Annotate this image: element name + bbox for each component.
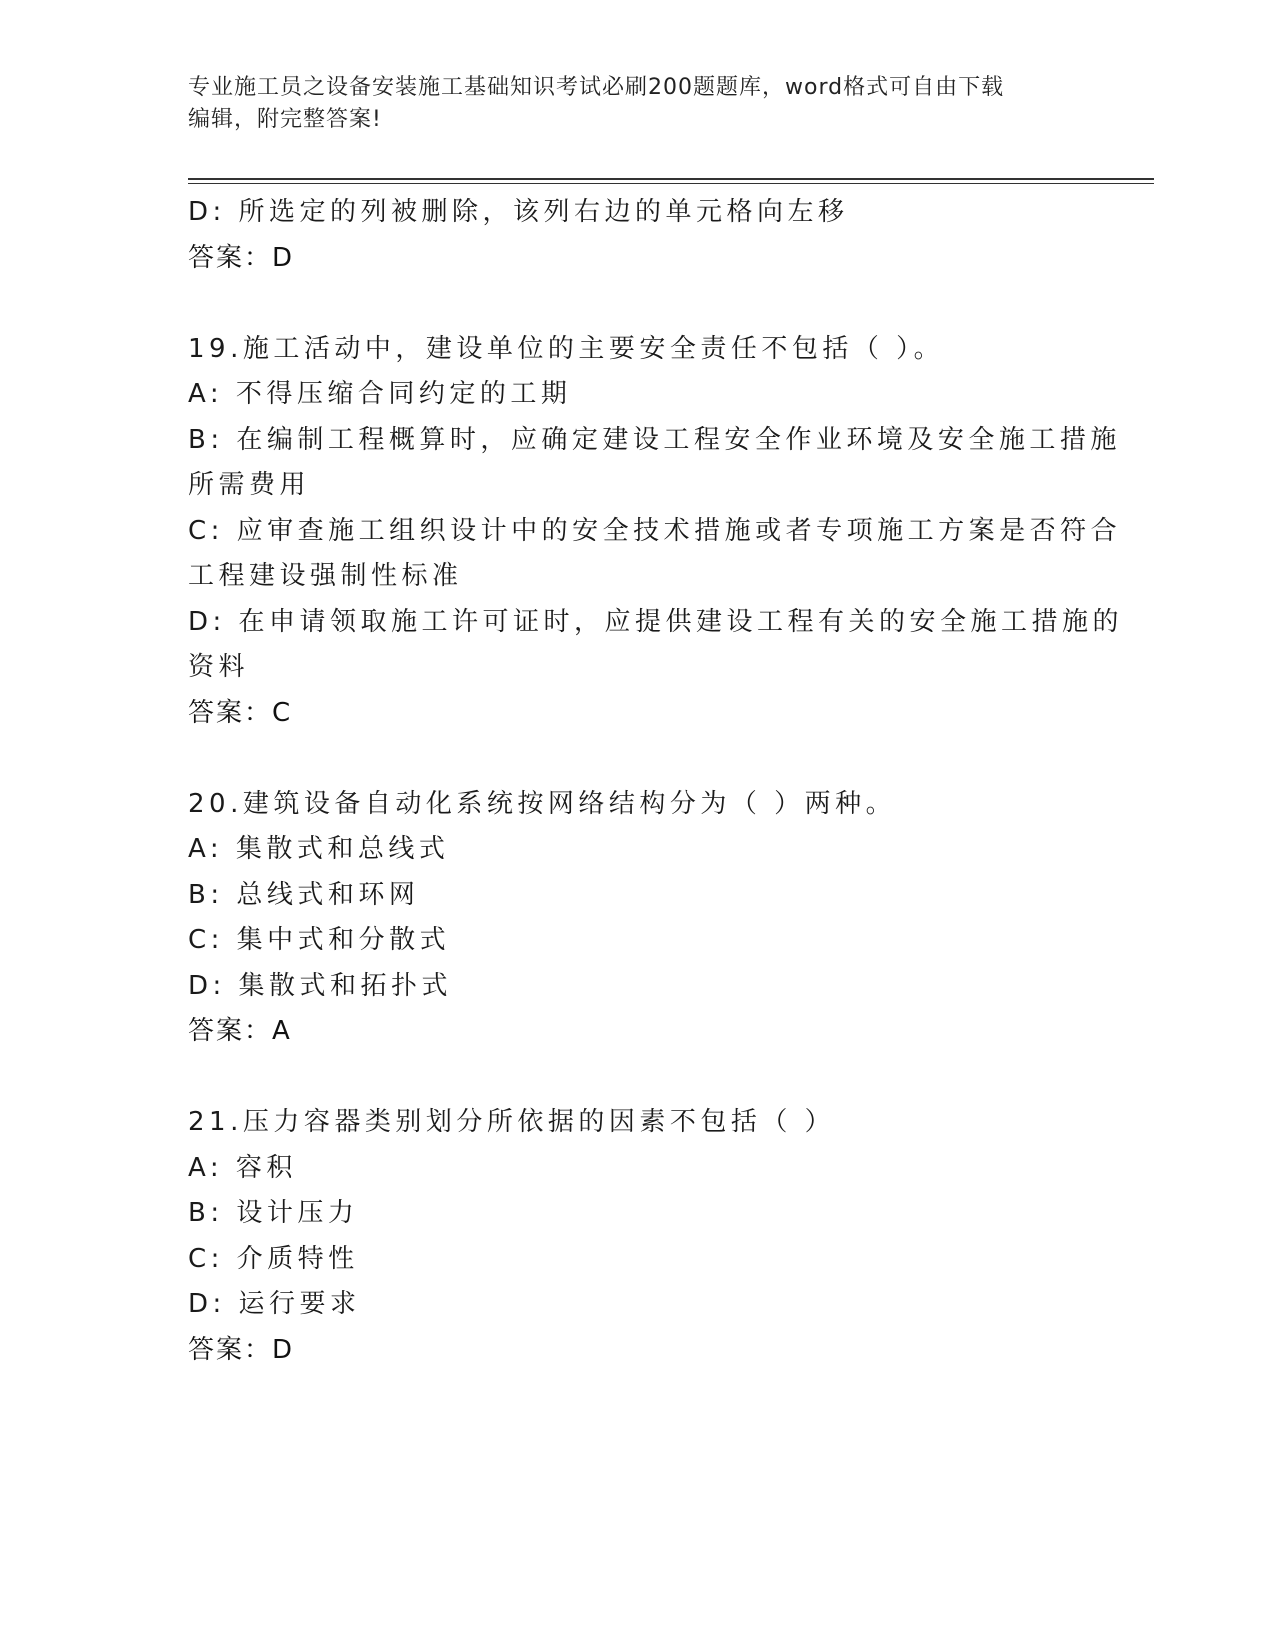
option-a: A: 不得压缩合同约定的工期 <box>188 379 572 409</box>
header-line-2: 编辑，附完整答案! <box>188 107 382 132</box>
question-stem: 21.压力容器类别划分所依据的因素不包括（ ） <box>188 1107 836 1137</box>
option-a: A: 集散式和总线式 <box>188 834 450 864</box>
option-d: D: 所选定的列被删除，该列右边的单元格向左移 <box>188 197 849 227</box>
answer-label: 答案：D <box>188 242 295 273</box>
option-c: C: 应审查施工组织设计中的安全技术措施或者专项施工方案是否符合 <box>188 515 1122 546</box>
header-line-1: 专业施工员之设备安装施工基础知识考试必刷200题题库，word格式可自由下载 <box>188 75 1005 100</box>
spacer <box>188 736 1088 782</box>
question-20 <box>188 782 1088 1055</box>
option-c-continued: 工程建设强制性标准 <box>188 561 463 591</box>
option-d-continued: 资料 <box>188 652 250 682</box>
header-divider-thin <box>188 183 1154 184</box>
answer-label: 答案：D <box>188 1334 295 1365</box>
option-b: B: 总线式和环网 <box>188 879 420 910</box>
question-content <box>188 190 1124 1373</box>
option-b: B: 设计压力 <box>188 1198 359 1228</box>
question-stem: 19.施工活动中，建设单位的主要安全责任不包括（ ）。 <box>188 333 945 364</box>
option-d: D: 在申请领取施工许可证时，应提供建设工程有关的安全施工措施的 <box>188 606 1124 637</box>
question-19 <box>188 327 1124 737</box>
answer-label: 答案：A <box>188 1016 292 1046</box>
option-b: B: 在编制工程概算时，应确定建设工程安全作业环境及安全施工措施 <box>188 424 1121 455</box>
document-header <box>188 72 1068 136</box>
spacer <box>188 1055 1088 1101</box>
answer-label: 答案：C <box>188 697 293 728</box>
question-21 <box>188 1100 1088 1373</box>
question-stem: 20.建筑设备自动化系统按网络结构分为（ ）两种。 <box>188 788 897 819</box>
option-c: C: 介质特性 <box>188 1243 359 1274</box>
option-d: D: 运行要求 <box>188 1289 361 1319</box>
option-b-continued: 所需费用 <box>188 470 311 500</box>
spacer <box>188 281 1088 327</box>
option-d: D: 集散式和拓扑式 <box>188 970 453 1001</box>
option-a: A: 容积 <box>188 1152 297 1183</box>
header-divider-thick <box>188 178 1154 180</box>
option-c: C: 集中式和分散式 <box>188 925 451 955</box>
